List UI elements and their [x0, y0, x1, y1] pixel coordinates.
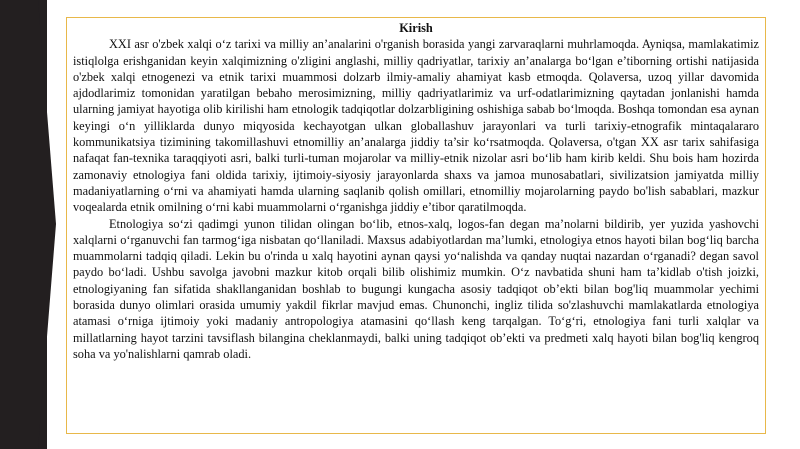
page-title: Kirish: [399, 21, 433, 35]
paragraph-1: XXI asr o'zbek xalqi o‘z tarixi va milliy an’analarini o'rganish borasida yangi zarvaraqlarni muhrlamoqda. Ayniqsa, mamlakatimiz istiqlolga erishganidan keyin xalqimizning o'zligini anglashi, milliy qadriyatlar, tarixiy an’analarga bo‘lgan e’tiborning ortishi natijasida o'zbek xalqi etnogenezi va etnik tarixi muammosi dolzarb ilmiy-amaliy ahamiyat kasb etmoqda. Qolaversa, uzoq yillar davomida ajdodlarimiz tomonidan yaratilgan bebaho merosimizning, milliy qadriyatlarimiz va urf-odatlarimizning qaytadan jonlanishi hamda ularning jamiyat hayotiga olib kirilishi ham etnologik tadqiqotlar dolzarbligining oshishiga sabab bo‘lmoqda. Boshqa tomondan esa aynan keyingi o‘n yilliklarda dunyo miqyosida kechayotgan ulkan globallashuv jarayonlari va turli tarixiy-etnografik mintaqalararo kommunikatsiya tizimining takomillashuvi etnomilliy an’analarga jiddiy ta’sir ko‘rsatmoqda. Qolaversa, o'tgan XX asr tarix sahifasiga nafaqat fan-texnika taraqqiyoti asri, balki turli-tuman mojarolar va milliy-etnik nizolar asri bo‘lib ham kirib keldi. Shu bois ham hozirda zamonaviy etnologiya fani oldida tarixiy, ijtimoiy-siyosiy jarayonlarda shaxs va jamoa munosabatlari, sivilizatsion jamiyatda milliy madaniyatlarning o‘rni va ahamiyati hamda ularning saqlanib qolish omillari, etnomilliy mojarolarning paydo bo'lish sabablari, mazkur voqealarda etnik omilning o‘rni kabi muammolarni o‘rganishga jiddiy e’tibor qaratilmoqda.: [73, 37, 759, 215]
text-frame: [66, 17, 766, 434]
left-decorative-notch: [38, 0, 56, 449]
paragraph-2: Etnologiya so‘zi qadimgi yunon tilidan olingan bo‘lib, etnos-xalq, logos-fan degan ma’nolarni bildirib, yer yuzida yashovchi xalqlarni o‘rganuvchi fan tarmog‘iga nisbatan qo‘llaniladi. Maxsus adabiyotlardan ma’lumki, etnologiya etnos hayoti bilan bog‘liq barcha muammolarni tadqiq qiladi. Lekin bu o'rinda u xalq hayotini aynan qaysi yo‘nalishda va qanday nuqtai nazardan o‘rganadi? degan savol paydo bo‘ladi. Ushbu savolga javobni mazkur kitob orqali bilib olishimiz mumkin. O‘z navbatida shuni ham ta’kidlab o'tish joizki, etnologiyaning fan sifatida shakllanganidan boshlab to bugungi kungacha asosiy tadqiqot ob’ekti bilan bog'liq muammolar yechimi borasida dunyo olimlari orasida umumiy yakdil fikrlar mavjud emas. Chunonchi, ingliz tilida so'zlashuvchi mamlakatlarda etnologiya atamasi o‘rniga ijtimoiy yoki madaniy antropologiya atamasini qo‘llash keng tarqalgan. To‘g‘ri, etnologiya fani turli xalqlar va millatlarning hayot tarzini tavsiflash bilangina cheklanmaydi, balki uning tadqiqot ob’ekti va predmeti xalq hayoti bilan bog'liq kengroq soha va yo'nalishlarni qamrab oladi.: [73, 216, 759, 361]
